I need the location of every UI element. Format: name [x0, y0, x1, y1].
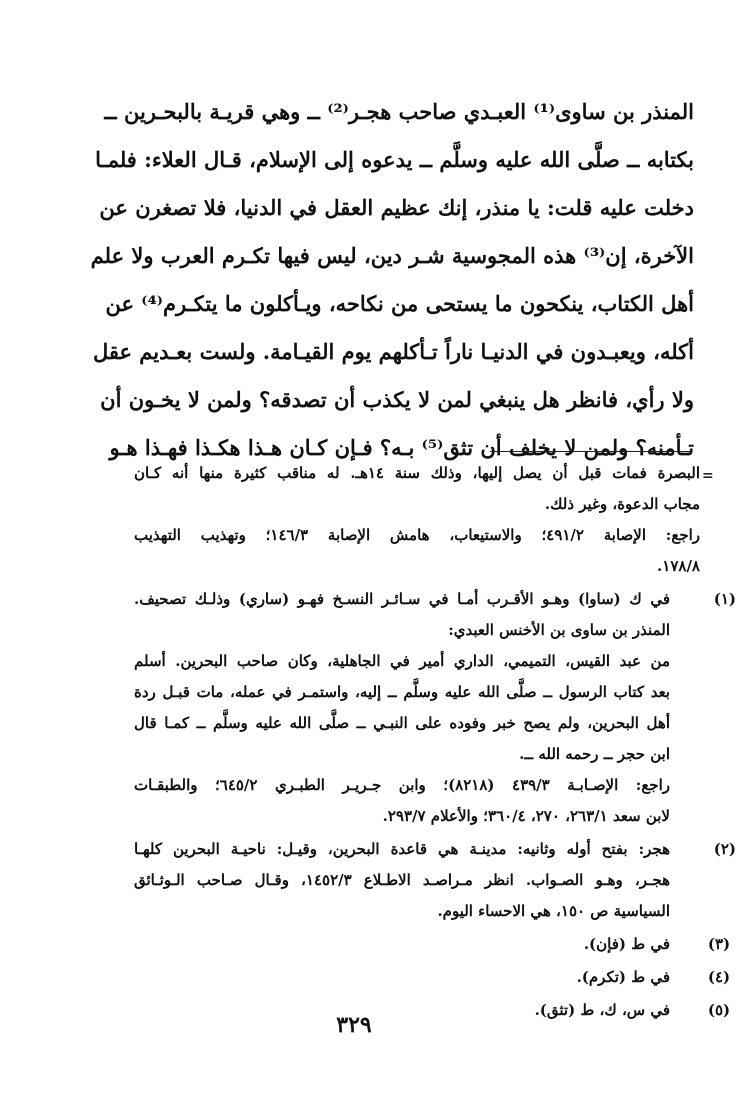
main-text-line: تـأمنه؟ ولمن لا يخلف أن تثق⁽⁵⁾ بـه؟ فـإن كـان هـذا هكـذا فهـذا هـو	[109, 435, 694, 460]
main-text-line: المنذر بن ساوى⁽¹⁾ العبـدي صاحب هجـر⁽²⁾ ــ وهي قريـة بالبحـرين ــ	[104, 99, 694, 124]
main-text	[90, 88, 694, 472]
footnote-line: (٥) في س، ك، ط (تثق).	[134, 995, 700, 1026]
footnote-line: راجع: الإصـابـة ٤٣٩/٣ (٨٢١٨)؛ وابن جـريـر الطبـري ٦٤٥/٢؛ والطبقـات	[134, 776, 670, 794]
footnote-number: (٢)	[713, 840, 736, 858]
footnote-line: (٣) في ط (فإن).	[134, 929, 700, 960]
main-text-line: أكله، ويعبـدون في الدنيـا ناراً تـأكلهم يوم القيـامة. ولست بعـديم عقل	[92, 339, 694, 364]
footnote-separator	[490, 451, 690, 452]
main-text-line: الآخرة، إن⁽³⁾ هذه المجوسية شـر دين، ليس فيها تكـرم العرب ولا علم	[90, 243, 694, 268]
footnote-number: (٥)	[707, 1001, 731, 1019]
footnote-line: مجاب الدعوة، وغير ذلك.	[544, 495, 700, 513]
footnote-line: بعد كتاب الرسول ــ صلَّى الله عليه وسلَّم ــ إليه، واستمـر في عمله، مات قبـل ردة	[134, 683, 670, 701]
main-text-line: بكتابه ــ صلَّى الله عليه وسلَّم ــ يدعوه إلى الإسلام، قـال العلاء: فلمـا	[95, 147, 694, 172]
footnote-line: من عبد القيس، التميمي، الداري أمير في الجاهلية، وكان صاحب البحرين. أسلم	[134, 652, 670, 670]
main-text-line: أهل الكتاب، ينكحون ما يستحى من نكاحه، ويـأكلون ما يتكـرم⁽⁴⁾ عن	[105, 291, 694, 316]
footnote-number: (١)	[713, 590, 736, 608]
main-text-line: ولا رأي، فانظر هل ينبغي لمن لا يكذب أن تصدقه؟ ولمن لا يخـون أن	[100, 387, 694, 412]
footnote-line: البصرة فمات قبل أن يصل إليها، وذلك سنة ١٤هـ. له مناقب كثيرة منها أنه كـان	[134, 464, 700, 482]
footnote-line: (٤) في ط (تكرم).	[134, 962, 700, 993]
footnote-line: المنذر بن ساوى بن الأخنس العبدي:	[448, 621, 670, 639]
footnote-number: (٣)	[707, 935, 731, 953]
footnotes	[134, 458, 736, 1028]
footnote-4	[134, 962, 731, 993]
page-number: ٣٢٩	[336, 1012, 372, 1038]
footnote-continued	[134, 458, 700, 582]
footnote-3	[134, 929, 731, 960]
footnote-line: السياسية ص ١٥٠، هي الاحساء اليوم.	[437, 902, 670, 920]
footnote-1	[134, 584, 736, 832]
footnote-line: (٢) هجر: بفتح أوله وثانيه: مدينـة هي قاعدة البحرين، وقيـل: ناحيـة البحرين كلهـا	[134, 834, 700, 865]
footnote-line: أهل البحرين، ولم يصح خبر وفوده على النبـي ــ صلَّى الله عليه وسلَّم ــ كمـا قال	[134, 714, 670, 732]
footnote-line: لابن سعد ٢٦٣/١، ٢٧٠، ٣٦٠/٤؛ والأعلام ٢٩٣/٧.	[382, 807, 670, 825]
footnote-2	[134, 834, 736, 927]
footnote-5	[134, 995, 731, 1026]
footnote-line: راجع: الإصابة ٤٩١/٢؛ والاستيعاب، هامش الإصابة ١٤٦/٣؛ وتهذيب التهذيب	[134, 526, 700, 544]
footnote-line: هجـر، وهـو الصـواب. انظر مـراصـد الاطـلاع ١٤٥٢/٣، وقـال صـاحب الـوثـائق	[134, 871, 670, 889]
main-text-line: دخلت عليه قلت: يا منذر، إنك عظيم العقل في الدنيا، فلا تصغرن عن	[99, 195, 694, 220]
footnote-line: ابن حجر ــ رحمه الله ــ.	[519, 745, 670, 763]
footnote-line: (١) في ك (ساوا) وهـو الأقـرب أمـا في سـائـر النسـخ فهـو (ساري) وذلـك تصحيف.	[134, 584, 700, 615]
continuation-mark: =	[702, 468, 714, 484]
footnote-number: (٤)	[707, 968, 731, 986]
footnote-line: ١٧٨/٨.	[657, 557, 700, 575]
